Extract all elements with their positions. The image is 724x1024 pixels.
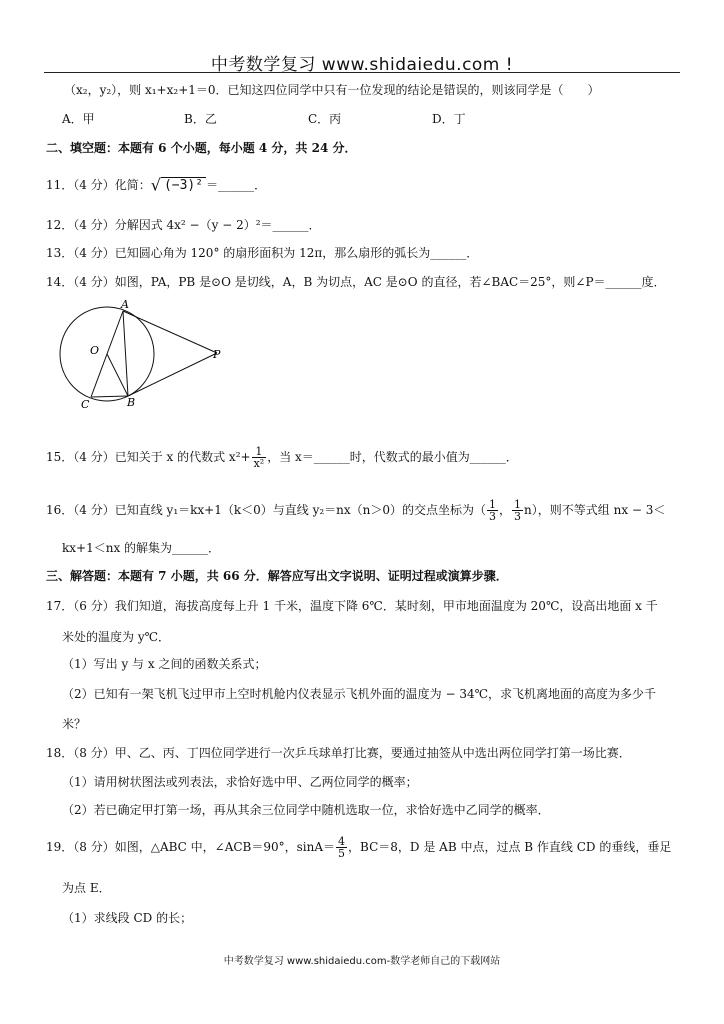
q16-separator: ，	[499, 503, 512, 517]
q10-tail: （x₂，y₂），则 x₁+x₂+1＝0．已知这四位同学中只有一位发现的结论是错误的，则该同学是（ ）	[64, 83, 600, 97]
label-a: A	[121, 298, 129, 311]
q19-prefix: 19．（8 分）如图，△ABC 中，∠ACB＝90°，sinA＝	[46, 840, 336, 854]
q15-numerator: 1	[252, 446, 267, 458]
q16-suffix: n），则不等式组 nx − 3＜	[524, 503, 666, 517]
q19-part-1: （1）求线段 CD 的长；	[62, 911, 193, 925]
q18-part-1: （1）请用树状图法或列表法，求恰好选中甲、乙两位同学的概率；	[62, 775, 418, 789]
q17-line-2: 米处的温度为 y℃．	[62, 630, 171, 644]
circle-tangent-figure	[50, 296, 230, 414]
label-c: C	[81, 398, 90, 411]
q19-denominator: 5	[338, 847, 346, 860]
q11-suffix: ＝______．	[206, 178, 267, 192]
tangent-pb	[128, 353, 217, 396]
q19-fraction	[336, 836, 347, 859]
option-c: C．丙	[308, 112, 342, 126]
chord-cb	[91, 396, 128, 397]
q16-numerator-2: 1	[514, 498, 522, 511]
header-rule	[44, 72, 680, 73]
page-header-title: 中考数学复习 www.shidaiedu.com !	[210, 55, 514, 75]
label-o: O	[90, 344, 100, 357]
option-a: A．甲	[62, 112, 95, 126]
chord-ab	[123, 311, 128, 396]
question-11	[46, 177, 266, 194]
q11-radicand: (−3)²	[161, 177, 206, 193]
q16-numerator-1: 1	[489, 498, 497, 511]
q19-line-2: 为点 E．	[62, 881, 111, 895]
q17-part-2: （2）已知有一架飞机飞过甲市上空时机舱内仪表显示飞机外面的温度为 − 34℃，求飞机离地面的高度为多少千	[62, 687, 657, 701]
q17-part-1: （1）写出 y 与 x 之间的函数关系式；	[62, 657, 267, 671]
q16-denominator-2: 3	[514, 510, 522, 523]
question-12: 12．（4 分）分解因式 4x² −（y − 2）²＝______．	[46, 218, 321, 232]
sqrt-symbol: √	[150, 175, 161, 195]
section-2-heading: 二、填空题：本题有 6 个小题，每小题 4 分，共 24 分．	[46, 141, 357, 155]
q18-line-1: 18．（8 分）甲、乙、丙、丁四位同学进行一次乒乓球单打比赛，要通过抽签从中选出两位同学打第一场比赛．	[46, 746, 631, 760]
q19-suffix: ，BC＝8，D 是 AB 中点，过点 B 作直线 CD 的垂线，垂足	[348, 840, 672, 854]
question-19	[46, 836, 671, 859]
radius-ob	[107, 354, 128, 396]
section-3-heading: 三、解答题：本题有 7 小题，共 66 分．解答应写出文字说明、证明过程或演算步骤．	[46, 569, 508, 583]
question-16	[46, 499, 665, 522]
question-15	[46, 446, 518, 469]
q18-part-2: （2）若已确定甲打第一场，再从其余三位同学中随机选取一位，求恰好选中乙同学的概率．	[62, 803, 550, 817]
q16-fraction-2	[512, 499, 523, 522]
tangent-pa	[123, 311, 217, 353]
label-b: B	[127, 396, 136, 409]
option-d: D．丁	[432, 112, 466, 126]
q19-numerator: 4	[338, 835, 346, 848]
q15-prefix: 15．（4 分）已知关于 x 的代数式 x²+	[46, 450, 251, 464]
option-b: B．乙	[184, 112, 217, 126]
q11-prefix: 11．（4 分）化简：	[46, 178, 151, 192]
question-13: 13．（4 分）已知圆心角为 120° 的扇形面积为 12π，那么扇形的弧长为______．	[46, 246, 479, 260]
q16-fraction-1	[487, 499, 498, 522]
q17-line-1: 17．（6 分）我们知道，海拔高度每上升 1 千米，温度下降 6℃．某时刻，甲市地面温度为 20℃，设高出地面 x 千	[46, 599, 658, 613]
label-p: P	[213, 348, 221, 361]
page-footer: 中考数学复习 www.shidaiedu.com-数学老师自己的下载网站	[223, 956, 501, 967]
q15-suffix: ，当 x＝______时，代数式的最小值为______．	[267, 450, 518, 464]
question-14: 14．（4 分）如图，PA，PB 是⊙O 是切线，A，B 为切点，AC 是⊙O 的直径，若∠BAC＝25°，则∠P＝______度．	[46, 275, 666, 289]
q16-denominator-1: 3	[489, 510, 497, 523]
q17-part-2-end: 米？	[62, 717, 87, 731]
q16-continuation: kx+1＜nx 的解集为______．	[62, 541, 221, 555]
q16-prefix: 16．（4 分）已知直线 y₁＝kx+1（k＜0）与直线 y₂＝nx（n＞0）的交点坐标为（	[46, 503, 487, 517]
q15-fraction	[252, 446, 267, 469]
q15-denominator: x²	[253, 457, 265, 470]
